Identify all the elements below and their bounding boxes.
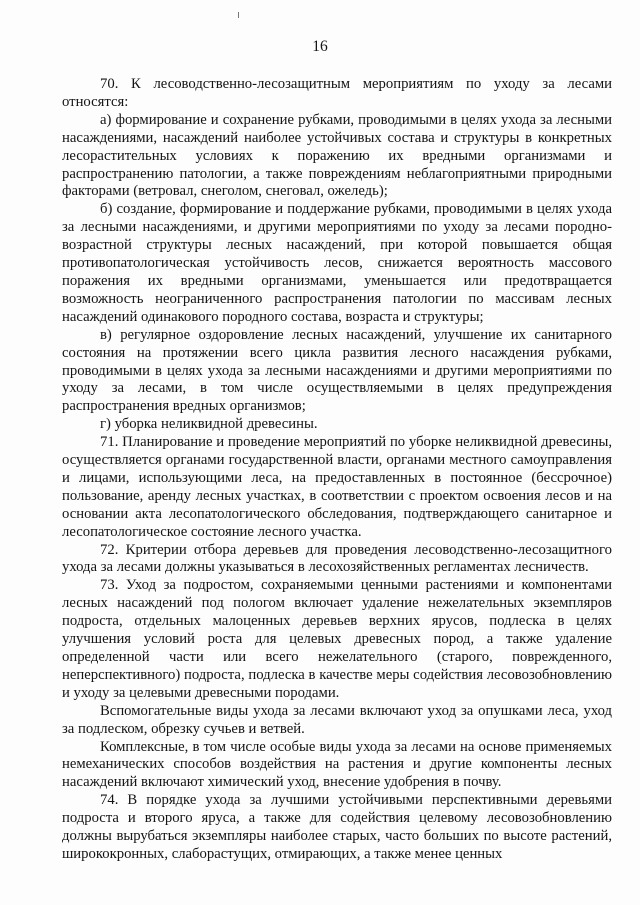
paragraph-74: 74. В порядке ухода за лучшими устойчивыми перспективными деревьями подроста и второго яруса, а также для содействия целевому лесовозобновлению должны вырубаться экземпляры наиболее старых, часто больших по высоте растений, ширококронных, слаборастущих, отмирающих, а также менее ценных xyxy=(62,792,612,862)
paragraph-70-b: б) создание, формирование и поддержание рубками, проводимыми в целях ухода за лесными насаждениями, и другими мероприятиями по уходу за лесами породно-возрастной структуры лесных насаждений, при которой повышается общая противопатологическая устойчивость лесов, снижается вероятность массового поражения их вредными организмами, уменьшается или предотвращается возможность неограниченного распространения патологии по массивам лесных насаждений одинакового породного состава, возраста и структуры; xyxy=(62,201,612,325)
scan-mark xyxy=(238,12,239,18)
paragraph-71: 71. Планирование и проведение мероприятий по уборке неликвидной древесины, осуществляется органами государственной власти, органами местного самоуправления и лицами, использующими леса, на предоставленных в постоянное (бессрочное) пользование, аренду лесных участках, в соответствии с проектом освоения лесов и на основании акта лесопатологического обследования, подтверждающего санитарное и лесопатологическое состояние лесного участка. xyxy=(62,434,612,540)
paragraph-70-v: в) регулярное оздоровление лесных насаждений, улучшение их санитарного состояния на протяжении всего цикла развития лесного насаждения рубками, проводимыми в целях ухода за лесными насаждениями и другими мероприятиями по уходу за лесами, в том числе осуществляемыми в целях предупреждения распространения вредных организмов; xyxy=(62,326,612,415)
paragraph-70-a: а) формирование и сохранение рубками, проводимыми в целях ухода за лесными насаждениями, насаждений наиболее устойчивых состава и структуры в конкретных лесорастительных условиях к поражению их вредными организмами и распространению патологии, а также повреждениям неблагоприятными природными факторами (ветровал, снеголом, снеговал, ожеледь); xyxy=(62,111,612,200)
document-body xyxy=(62,76,612,864)
paragraph-complex-care: Комплексные, в том числе особые виды ухода за лесами на основе применяемых немеханических способов воздействия на растения и другие компоненты лесных насаждений включают химический уход, внесение удобрения в почву. xyxy=(62,738,612,791)
paragraph-70-intro: 70. К лесоводственно-лесозащитным мероприятиям по уходу за лесами относятся: xyxy=(62,76,612,110)
paragraph-72: 72. Критерии отбора деревьев для проведения лесоводственно-лесозащитного ухода за лесами должны указываться в лесохозяйственных регламентах лесничеств. xyxy=(62,541,612,576)
paragraph-73: 73. Уход за подростом, сохраняемыми ценными растениями и компонентами лесных насаждений под пологом включает удаление нежелательных экземпляров подроста, отдельных малоценных деревьев верхних ярусов, подлеска в целях улучшения условий роста для целевых древесных пород, а также удаление определенной части или всего нежелательного (старого, поврежденного, неперспективного) подроста, подлеска в качестве меры содействия лесовозобновлению и уходу за целевыми древесными породами. xyxy=(62,577,612,701)
page-number: 16 xyxy=(312,38,328,55)
paragraph-70-g: г) уборка неликвидной древесины. xyxy=(100,416,318,433)
paragraph-auxiliary-care: Вспомогательные виды ухода за лесами включают уход за опушками леса, уход за подлеском, обрезку сучьев и ветвей. xyxy=(62,702,612,737)
